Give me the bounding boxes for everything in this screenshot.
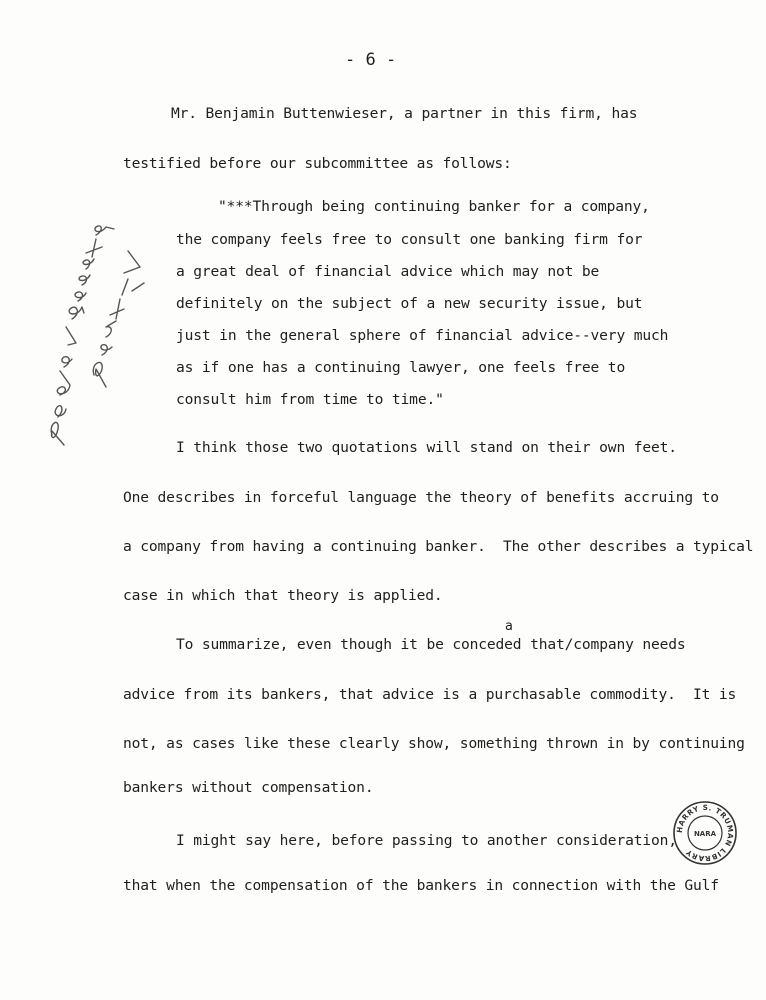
page-number: - 6 - (345, 50, 397, 70)
stamp-inner-text: NARA (693, 830, 717, 838)
body-line-4: case in which that theory is applied. (123, 587, 443, 604)
quote-line-5: just in the general sphere of financial advice--very much (176, 327, 669, 344)
body-line-3: a company from having a continuing banker. The other describes a typical (123, 538, 754, 555)
quote-line-4: definitely on the subject of a new security issue, but (176, 295, 643, 312)
summary-line-4: bankers without compensation. (123, 779, 374, 796)
summary-line-1-after: company needs (573, 636, 686, 653)
quote-line-7: consult him from time to time." (176, 391, 444, 408)
handwritten-margin-note (20, 195, 160, 455)
summary-line-1 (176, 636, 686, 654)
closing-line-2: that when the compensation of the bankers in connection with the Gulf (123, 877, 719, 894)
paragraph-1-line-1: Mr. Benjamin Buttenwieser, a partner in this firm, has (171, 105, 638, 122)
library-stamp (672, 800, 738, 866)
body-line-1: I think those two quotations will stand on their own feet. (176, 439, 677, 456)
quote-line-3: a great deal of financial advice which may not be (176, 263, 600, 280)
closing-line-1: I might say here, before passing to another consideration, (176, 832, 677, 849)
paragraph-1-line-2: testified before our subcommittee as follows: (123, 155, 512, 172)
insertion-slash: / (564, 636, 574, 653)
summary-line-1-before: To summarize, even though it be conceded that (176, 636, 565, 653)
stamp-outer-text: HARRY S. TRUMAN LIBRARY (674, 802, 736, 864)
quote-line-2: the company feels free to consult one banking firm for (176, 231, 643, 248)
insertion-mark: a (505, 619, 513, 634)
summary-line-2: advice from its bankers, that advice is a purchasable commodity. It is (123, 686, 737, 703)
quote-line-1: "***Through being continuing banker for a company, (218, 198, 650, 215)
quote-line-6: as if one has a continuing lawyer, one feels free to (176, 359, 626, 376)
body-line-2: One describes in forceful language the theory of benefits accruing to (123, 489, 719, 506)
summary-line-3: not, as cases like these clearly show, something thrown in by continuing (123, 735, 745, 752)
